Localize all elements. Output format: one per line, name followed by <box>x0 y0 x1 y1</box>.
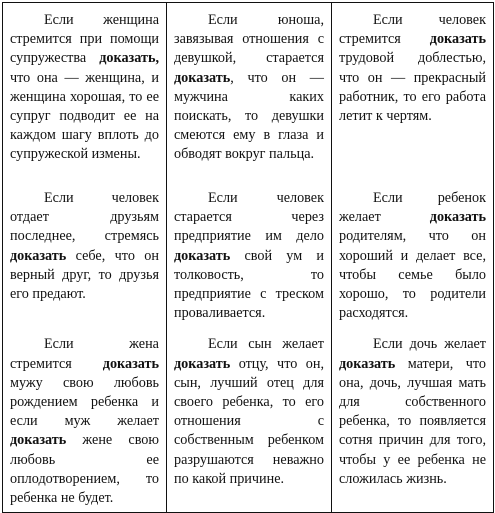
highlighted-word: доказать <box>10 247 67 264</box>
cell-text: мужу свою любовь рождением ребенка и если муж желает <box>10 374 159 430</box>
cell-text: Если юноша, завязывая отношения с девушкой, старается <box>174 12 324 67</box>
table-cell <box>167 3 332 182</box>
cell-text: Если сын желает <box>208 336 324 353</box>
cell-text: Если ребенок желает <box>339 190 486 226</box>
cell-text: Если дочь желает <box>373 336 486 353</box>
cell-text: свой ум и толковость, то предприятие с треском проваливается. <box>174 247 324 322</box>
comparison-table <box>2 2 494 513</box>
highlighted-word: доказать, <box>99 50 159 67</box>
table-cell <box>3 181 167 327</box>
table-row <box>3 327 494 512</box>
table-cell <box>3 3 167 182</box>
table-cell <box>332 181 494 327</box>
highlighted-word: доказать <box>174 69 231 86</box>
cell-text: трудовой доблестью, что он — прекрасный работник, то его работа летит к чертям. <box>339 50 486 125</box>
table-cell <box>167 181 332 327</box>
highlighted-word: доказать <box>174 247 231 264</box>
cell-text: Если женщина стремится при помощи супружества <box>10 12 159 67</box>
cell-text: Если человек отдает друзьям последнее, стремясь <box>10 190 159 245</box>
highlighted-word: доказать <box>429 209 486 226</box>
cell-text: себе, что он верный друг, то друзья его предают. <box>10 247 159 303</box>
highlighted-word: доказать <box>10 432 67 449</box>
cell-text: что она — женщина, и женщина хорошая, то ее супруг подводит ее на каждом шагу вплоть до супружеской измены. <box>10 69 159 163</box>
cell-text: Если человек старается через предприятие им дело <box>174 190 324 245</box>
table-row <box>3 3 494 182</box>
table-cell <box>332 3 494 182</box>
table-cell <box>167 327 332 512</box>
table-cell <box>332 327 494 512</box>
highlighted-word: доказать <box>174 355 231 372</box>
cell-text: , что он — мужчина каких поискать, то девушки смеются ему в глаза и обводят вокруг пальца. <box>174 69 324 163</box>
cell-text: родителям, что он хороший и делает все, чтобы семье было хорошо, то родители расходятся. <box>339 228 486 322</box>
cell-text: отцу, что он, сын, лучший отец для своего ребенка, то его отношения с собственным ребенком разрушаются неважно по какой причине. <box>174 355 324 487</box>
cell-text: жене свою любовь ее оплодотворением, то ребенка не будет. <box>10 432 159 507</box>
highlighted-word: доказать <box>429 31 486 48</box>
highlighted-word: доказать <box>339 355 396 372</box>
table-row <box>3 181 494 327</box>
highlighted-word: доказать <box>102 355 159 372</box>
cell-text: Если человек стремится <box>339 12 486 48</box>
table-cell <box>3 327 167 512</box>
cell-text: матери, что она, дочь, лучшая мать для собственного ребенка, то появляется сотня причин для того, чтобы у ее ребенка не сложилась жизнь. <box>339 355 486 487</box>
cell-text: Если жена стремится <box>10 336 159 372</box>
